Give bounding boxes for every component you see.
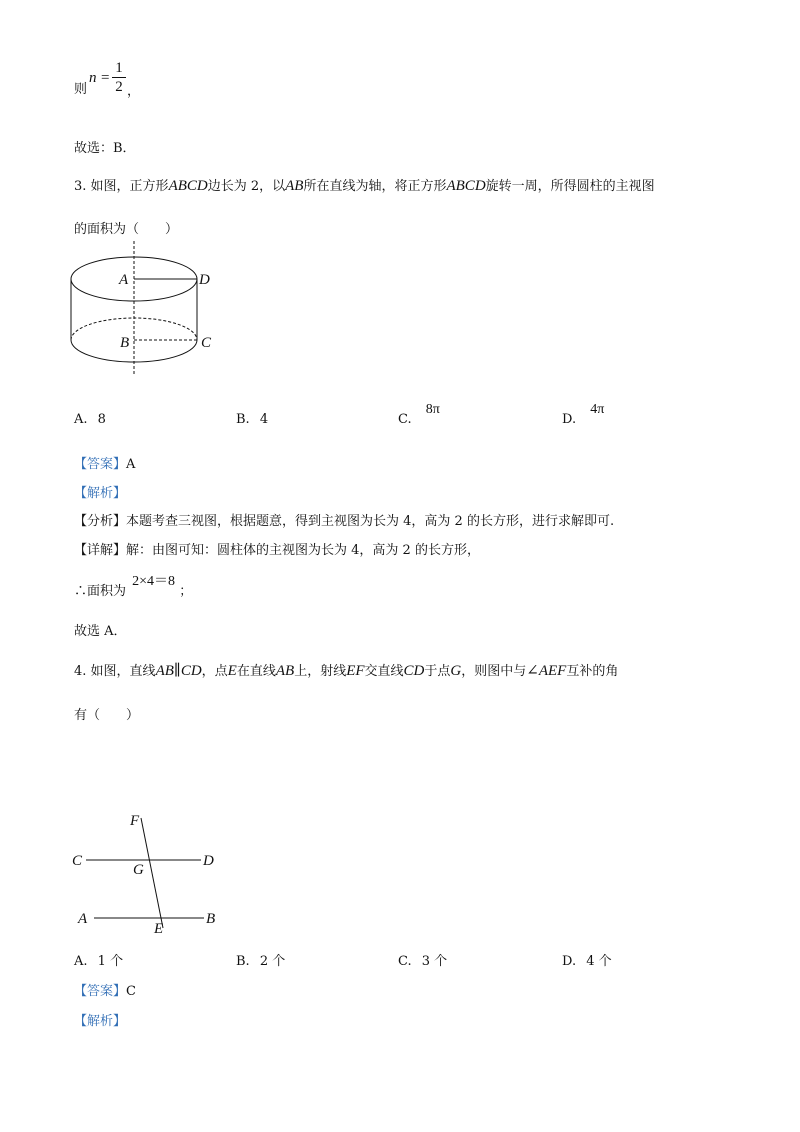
- fraction-numerator: 1: [112, 60, 126, 78]
- q4-option-b[interactable]: [236, 950, 285, 969]
- q3-area: [74, 574, 193, 600]
- q3-stem: [74, 175, 655, 195]
- q3-option-a[interactable]: [74, 412, 106, 427]
- fraction-one-half: [112, 60, 126, 97]
- q4-option-a[interactable]: [74, 950, 123, 969]
- s1-choice: 故选：B．: [74, 141, 136, 156]
- q4-text-4: 上，射线: [294, 664, 347, 679]
- q4-ab: AB: [275, 663, 295, 679]
- q4-option-d-value: 4 个: [586, 954, 612, 969]
- q4-option-c[interactable]: [398, 950, 447, 969]
- label-a: A: [119, 272, 129, 288]
- label-d: D: [199, 272, 210, 288]
- q4-stem: [74, 660, 618, 680]
- q3-option-c-label: C.: [398, 412, 412, 427]
- q3-area-suffix: ；: [179, 584, 193, 599]
- q4-analysis: [74, 1010, 126, 1029]
- q3-area-prefix: ∴面积为: [74, 584, 127, 599]
- q4-text-7: ，则图中与: [461, 664, 527, 679]
- q3-analysis: [74, 482, 126, 501]
- q4-g: G: [450, 663, 462, 679]
- q3-abcd: ABCD: [168, 178, 208, 194]
- q3-xiangjie: [74, 539, 480, 558]
- q4-answer: [74, 980, 136, 999]
- q3-answer-value: A: [126, 457, 136, 472]
- ray-ef: [141, 818, 163, 928]
- q4-text-6: 于点: [424, 664, 451, 679]
- q3-stem-line-2: 的面积为（ ）: [74, 222, 179, 237]
- q3-option-b-value: 4: [259, 412, 269, 427]
- q4-text-8: 互补的角: [566, 664, 619, 679]
- q3-fenxi-text: 本题考查三视图，根据题意，得到主视图为长为 4，高为 2 的长方形，进行求解即可.: [126, 514, 615, 529]
- label-c: C: [201, 335, 212, 351]
- q3-answer-tag: 【答案】: [74, 457, 127, 472]
- q4-answer-value: C: [126, 984, 136, 999]
- q3-ab: AB: [285, 178, 304, 194]
- fraction-comma: ，: [127, 84, 141, 99]
- q4-option-c-value: 3 个: [421, 954, 448, 969]
- ze-line: [74, 78, 87, 97]
- q3-text-4: 旋转一周，所得圆柱的主视图: [485, 179, 655, 194]
- q3-option-a-value: 8: [97, 412, 106, 427]
- q4-stem-line-2: 有（ ）: [74, 708, 140, 723]
- cylinder-shape: [71, 241, 197, 376]
- label-b: B: [120, 335, 130, 351]
- q4-text-2: ，点: [201, 664, 228, 679]
- label-d: D: [203, 853, 214, 869]
- q3-fenxi: [74, 510, 614, 529]
- q4-option-d-label: D.: [562, 954, 577, 969]
- q4-text-1: 如图，直线: [90, 664, 156, 679]
- fraction-denominator: 2: [115, 79, 123, 95]
- q3-option-a-label: A.: [74, 412, 88, 427]
- parallel-lines-shape: [86, 818, 204, 928]
- q4-option-d[interactable]: [562, 950, 612, 969]
- q3-number: 3.: [74, 179, 87, 194]
- q4-analysis-tag: 【解析】: [74, 1014, 127, 1029]
- q4-text-5: 交直线: [364, 664, 404, 679]
- ze-text: 则: [74, 82, 88, 97]
- q4-cd: CD: [403, 663, 425, 679]
- q3-option-c[interactable]: [398, 402, 440, 428]
- label-f: F: [130, 813, 140, 829]
- q3-fenxi-tag: 【分析】: [74, 514, 127, 529]
- q3-text-3: 所在直线为轴，将正方形: [303, 179, 447, 194]
- q4-number: 4.: [74, 664, 87, 679]
- label-g: G: [133, 862, 144, 878]
- q3-option-d-value: 4π: [590, 402, 605, 417]
- q3-abcd-2: ABCD: [446, 178, 486, 194]
- q3-answer: [74, 453, 135, 472]
- cylinder-figure: [66, 238, 216, 380]
- q4-ab-cd: AB∥CD: [155, 663, 202, 679]
- q3-option-c-value: 8π: [425, 402, 440, 417]
- equals-sign: =: [101, 70, 110, 86]
- q3-option-d[interactable]: [562, 402, 605, 428]
- n-variable: n: [89, 70, 97, 86]
- label-e: E: [154, 921, 164, 937]
- q3-text-2: 边长为 2，以: [207, 179, 286, 194]
- q3-area-formula: 2×4＝8: [132, 574, 176, 589]
- label-b: B: [206, 911, 216, 927]
- q4-answer-tag: 【答案】: [74, 984, 127, 999]
- label-a: A: [78, 911, 88, 927]
- q4-e: E: [227, 663, 237, 679]
- label-c: C: [72, 853, 83, 869]
- q3-xiangjie-text: 解：由图可知：圆柱体的主视图为长为 4，高为 2 的长方形，: [126, 543, 480, 558]
- q3-option-b[interactable]: [236, 412, 268, 427]
- q3-xiangjie-tag: 【详解】: [74, 543, 127, 558]
- parallel-lines-figure: [66, 808, 226, 938]
- q3-choice: 故选 A．: [74, 624, 127, 639]
- q3-option-d-label: D.: [562, 412, 577, 427]
- q4-text-3: 在直线: [236, 664, 276, 679]
- q4-angle: ∠AEF: [526, 663, 567, 679]
- q4-option-b-value: 2 个: [259, 954, 286, 969]
- q3-analysis-tag: 【解析】: [74, 486, 127, 501]
- q4-option-c-label: C.: [398, 954, 412, 969]
- q3-option-b-label: B.: [236, 412, 250, 427]
- q4-ef: EF: [346, 663, 365, 679]
- q4-option-a-label: A.: [74, 954, 88, 969]
- q4-option-b-label: B.: [236, 954, 250, 969]
- q4-option-a-value: 1 个: [97, 954, 124, 969]
- q3-text-1: 如图，正方形: [90, 179, 169, 194]
